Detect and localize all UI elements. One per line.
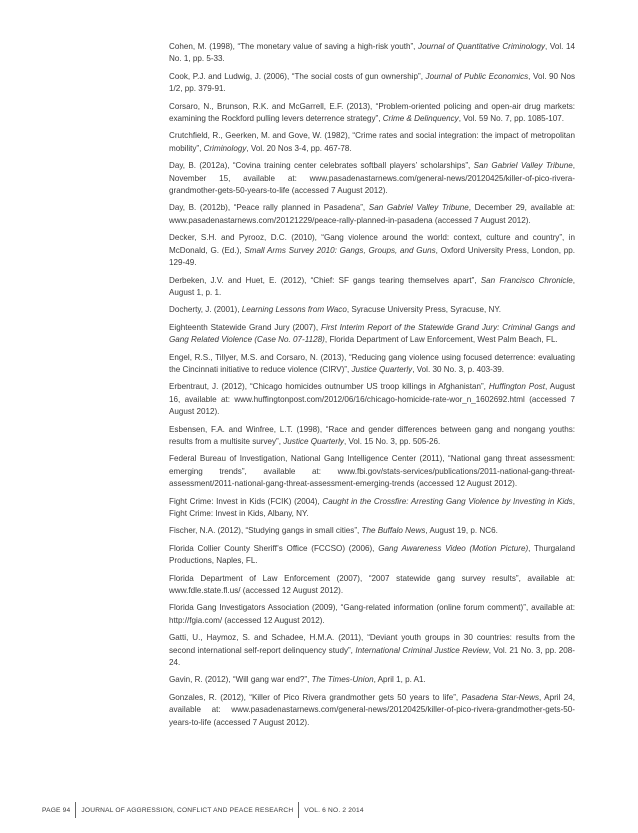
page-footer (42, 802, 364, 818)
issue-info: VOL. 6 NO. 2 2014 (304, 806, 364, 814)
reference-entry: Day, B. (2012a), “Covina training center celebrates softball players’ scholarships”, San Gabriel Valley Tribune, November 15, available at: www.pasadenastarnews.com/general-news/20120425/killer-of-pico-rivera-grandmother-gets-50-years-to-life (accessed 7 August 2012). (169, 161, 575, 196)
reference-entry: Cook, P.J. and Ludwig, J. (2006), “The social costs of gun ownership”, Journal of Public Economics, Vol. 90 Nos 1/2, pp. 379-91. (169, 71, 576, 94)
page-number: PAGE 94 (42, 806, 71, 814)
reference-entry: Eighteenth Statewide Grand Jury (2007), First Interim Report of the Statewide Grand Jury: Criminal Gangs and Gang Related Violence (Case No. 07-1128), Florida Department of Law Enforcement, West Palm Beach, FL. (169, 322, 576, 345)
reference-entry: Esbensen, F.A. and Winfree, L.T. (1998), “Race and gender differences between gang and nongang youths: results from a multisite survey”, Justice Quarterly, Vol. 15 No. 3, pp. 505-26. (169, 424, 575, 446)
reference-entry: Decker, S.H. and Pyrooz, D.C. (2010), “Gang violence around the world: context, culture and country”, in McDonald, G. (Ed.), Small Arms Survey 2010: Gangs, Groups, and Guns, Oxford University Press, London, pp. 129-49. (169, 233, 575, 268)
reference-entry: Derbeken, J.V. and Huet, E. (2012), “Chief: SF gangs tearing themselves apart”, San Francisco Chronicle, August 1, p. 1. (169, 275, 576, 297)
reference-entry: Cohen, M. (1998), “The monetary value of saving a high-risk youth”, Journal of Quantitative Criminology, Vol. 14 No. 1, pp. 5-33. (169, 42, 575, 64)
reference-entry: Gavin, R. (2012), “Will gang war end?”, The Times-Union, April 1, p. A1. (169, 675, 426, 685)
reference-entry: Gatti, U., Haymoz, S. and Schadee, H.M.A. (2011), “Deviant youth groups in 30 countries: results from the second international self-report delinquency study”, International Criminal Justice Review, Vol. 21 No. 3, pp. 208-24. (169, 633, 575, 668)
reference-entry: Fischer, N.A. (2012), “Studying gangs in small cities”, The Buffalo News, August 19, p. NC6. (169, 526, 498, 536)
reference-entry: Florida Gang Investigators Association (2009), “Gang-related information (online forum comment)”, available at: http://fgia.com/ (accessed 12 August 2012). (169, 603, 575, 625)
reference-list (169, 41, 575, 734)
reference-entry: Corsaro, N., Brunson, R.K. and McGarrell, E.F. (2013), “Problem-oriented policing and open-air drug markets: examining the Rockford pulling levers deterrence strategy”, Crime & Delinquency, Vol. 59 No. 7, pp. 1085-107. (169, 101, 575, 124)
footer-divider (298, 802, 299, 818)
journal-name: JOURNAL OF AGGRESSION, CONFLICT AND PEACE RESEARCH (81, 806, 294, 814)
footer-divider (75, 802, 76, 818)
reference-entry: Crutchfield, R., Geerken, M. and Gove, W. (1982), “Crime rates and social integration: the impact of metropolitan mobility”, Criminology, Vol. 20 Nos 3-4, pp. 467-78. (169, 131, 575, 153)
reference-entry: Erbentraut, J. (2012), “Chicago homicides outnumber US troop killings in Afghanistan”, Huffington Post, August 16, available at: www.huffingtonpost.com/2012/06/16/chicago-homicide-rate-wor_n_1602692.html (accessed 7 August 2012). (169, 382, 576, 417)
reference-entry: Florida Department of Law Enforcement (2007), “2007 statewide gang survey results”, available at: www.fdle.state.fl.us/ (accessed 12 August 2012). (169, 573, 575, 596)
reference-entry: Engel, R.S., Tillyer, M.S. and Corsaro, N. (2013), “Reducing gang violence using focused deterrence: evaluating the Cincinnati initiative to reduce violence (CIRV)”, Justice Quarterly, Vol. 30 No. 3, p. 403-39. (169, 352, 575, 374)
reference-entry: Fight Crime: Invest in Kids (FCIK) (2004), Caught in the Crossfire: Arresting Gang Violence by Investing in Kids, Fight Crime: Invest in Kids, Albany, NY. (169, 496, 575, 518)
reference-entry: Day, B. (2012b), “Peace rally planned in Pasadena”, San Gabriel Valley Tribune, December 29, available at: www.pasadenastarnews.com/20121229/peace-rally-planned-in-pasadena (accessed 7 August 2012). (169, 203, 576, 225)
reference-entry: Gonzales, R. (2012), “Killer of Pico Rivera grandmother gets 50 years to life”, Pasadena Star-News, April 24, available at: www.pasadenastarnews.com/general-news/20120425/killer-of-pico-rivera-grandmother-gets-50-years-to-life (accessed 7 August 2012). (169, 692, 575, 727)
reference-entry: Federal Bureau of Investigation, National Gang Intelligence Center (2011), “National gang threat assessment: emerging trends”, available at: www.fbi.gov/stats-services/publications/2011-national-gang-threat-assessment/2011-national-gang-threat-assessment-emerging-trends (accessed 12 August 2012). (169, 454, 575, 489)
reference-entry: Florida Collier County Sheriff’s Office (FCCSO) (2006), Gang Awareness Video (Motion Picture), Thurgaland Productions, Naples, FL. (169, 543, 575, 566)
reference-entry: Docherty, J. (2001), Learning Lessons from Waco, Syracuse University Press, Syracuse, NY. (169, 305, 501, 315)
